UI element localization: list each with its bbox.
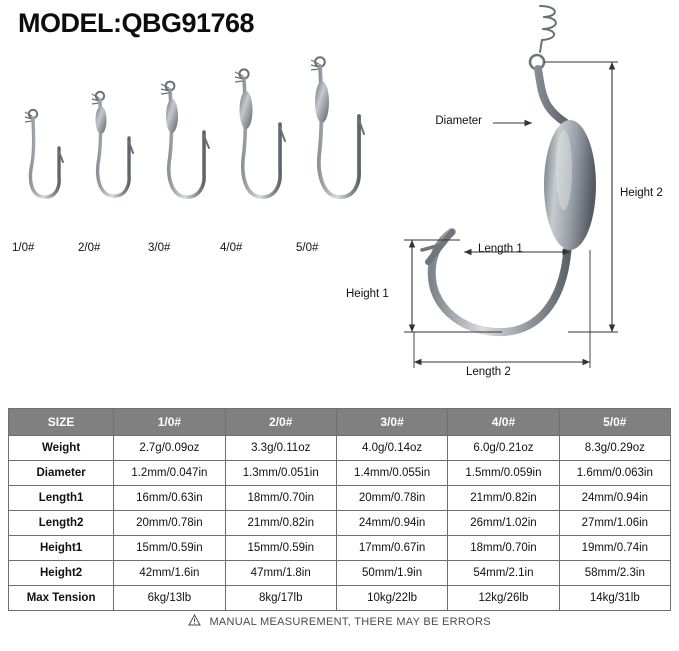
table-row — [9, 436, 671, 461]
table-cell: 58mm/2.3in — [559, 561, 670, 586]
table-cell: 1.3mm/0.051in — [225, 461, 336, 486]
table-cell: 21mm/0.82in — [225, 511, 336, 536]
table-cell: 4.0g/0.14oz — [336, 436, 447, 461]
table-cell: 15mm/0.59in — [114, 536, 225, 561]
table-cell: 6kg/13lb — [114, 586, 225, 611]
table-row — [9, 561, 671, 586]
table-cell: 1.6mm/0.063in — [559, 461, 670, 486]
hook-svg — [12, 86, 78, 214]
table-header-cell: 2/0# — [225, 409, 336, 436]
table-cell: 20mm/0.78in — [336, 486, 447, 511]
row-label: Weight — [9, 436, 114, 461]
hook-svg — [220, 64, 304, 214]
table-cell: 26mm/1.02in — [448, 511, 559, 536]
table-cell: 18mm/0.70in — [225, 486, 336, 511]
row-label: Length2 — [9, 511, 114, 536]
table-cell: 47mm/1.8in — [225, 561, 336, 586]
dimension-diagram — [346, 0, 679, 392]
table-cell: 19mm/0.74in — [559, 536, 670, 561]
table-cell: 18mm/0.70in — [448, 536, 559, 561]
table-header-cell: SIZE — [9, 409, 114, 436]
hook-illustration-2 — [78, 82, 144, 254]
table-cell: 17mm/0.67in — [336, 536, 447, 561]
hook-size-label: 4/0# — [220, 242, 243, 254]
row-label: Height2 — [9, 561, 114, 586]
table-header-cell: 5/0# — [559, 409, 670, 436]
table-cell: 20mm/0.78in — [114, 511, 225, 536]
table-cell: 15mm/0.59in — [225, 536, 336, 561]
table-header-cell: 3/0# — [336, 409, 447, 436]
specification-table — [8, 408, 671, 611]
height1-label: Height 1 — [346, 288, 389, 300]
length1-label: Length 1 — [478, 243, 523, 255]
height2-label: Height 2 — [620, 187, 663, 199]
hook-size-label: 5/0# — [296, 242, 319, 254]
table-cell: 8kg/17lb — [225, 586, 336, 611]
table-row — [9, 536, 671, 561]
row-label: Length1 — [9, 486, 114, 511]
hook-illustration-4 — [220, 82, 286, 254]
table-cell: 8.3g/0.29oz — [559, 436, 670, 461]
table-cell: 6.0g/0.21oz — [448, 436, 559, 461]
table-row — [9, 511, 671, 536]
page-title: MODEL:QBG91768 — [18, 8, 255, 38]
hook-svg — [78, 78, 150, 214]
table-header-cell: 1/0# — [114, 409, 225, 436]
table-cell: 12kg/26lb — [448, 586, 559, 611]
table-cell: 24mm/0.94in — [336, 511, 447, 536]
row-label: Height1 — [9, 536, 114, 561]
table-header-cell: 4/0# — [448, 409, 559, 436]
hook-illustration-1 — [12, 82, 78, 254]
table-cell: 21mm/0.82in — [448, 486, 559, 511]
hook-size-label: 2/0# — [78, 242, 101, 254]
table-cell: 16mm/0.63in — [114, 486, 225, 511]
disclaimer-text: MANUAL MEASUREMENT, THERE MAY BE ERRORS — [209, 616, 491, 628]
table-cell: 50mm/1.9in — [336, 561, 447, 586]
table-header-row — [9, 409, 671, 436]
table-cell: 42mm/1.6in — [114, 561, 225, 586]
table-row — [9, 486, 671, 511]
table-cell: 1.2mm/0.047in — [114, 461, 225, 486]
table-row — [9, 461, 671, 486]
table-cell: 14kg/31lb — [559, 586, 670, 611]
table-cell: 24mm/0.94in — [559, 486, 670, 511]
table-cell: 1.5mm/0.059in — [448, 461, 559, 486]
table-cell: 10kg/22lb — [336, 586, 447, 611]
hook-size-label: 1/0# — [12, 242, 35, 254]
table-row — [9, 586, 671, 611]
hook-size-illustrations — [8, 72, 358, 254]
table-cell: 2.7g/0.09oz — [114, 436, 225, 461]
length2-label: Length 2 — [466, 366, 511, 378]
row-label: Max Tension — [9, 586, 114, 611]
row-label: Diameter — [9, 461, 114, 486]
hook-svg — [148, 72, 226, 214]
table-cell: 27mm/1.06in — [559, 511, 670, 536]
diameter-label: Diameter — [435, 115, 482, 127]
hook-size-label: 3/0# — [148, 242, 171, 254]
table-cell: 54mm/2.1in — [448, 561, 559, 586]
measurement-disclaimer — [0, 614, 679, 629]
table-cell: 3.3g/0.11oz — [225, 436, 336, 461]
hook-illustration-3 — [148, 82, 214, 254]
warning-triangle-icon — [188, 614, 201, 629]
table-cell: 1.4mm/0.055in — [336, 461, 447, 486]
